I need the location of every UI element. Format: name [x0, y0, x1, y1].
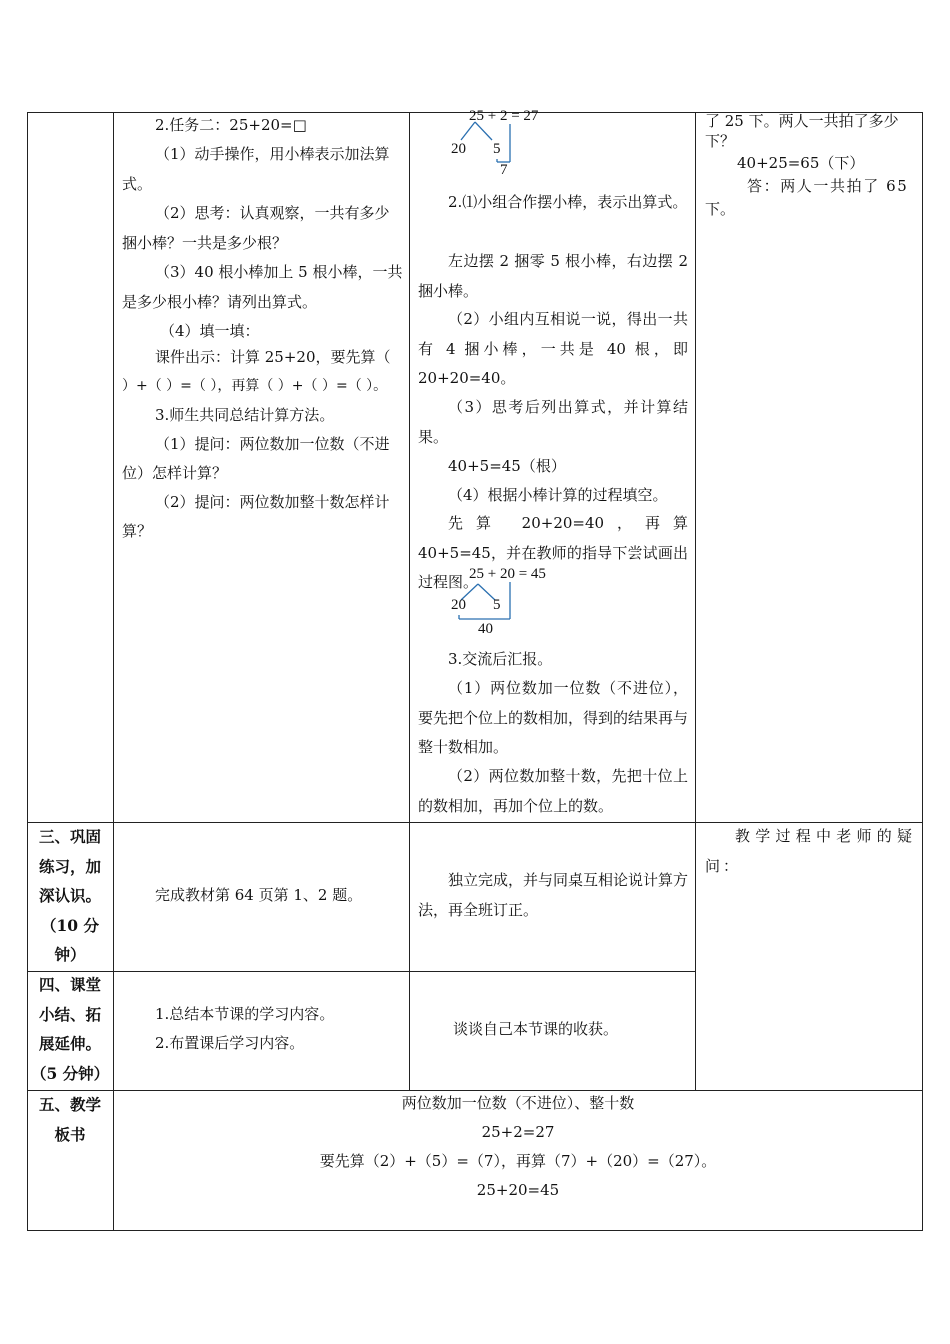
title-line: 五、教学	[38, 1095, 101, 1114]
title-line: 三、巩固	[38, 827, 101, 846]
section3-teacher-text: 完成教材第 64 页第 1、2 题。	[155, 886, 363, 904]
title-line: 四、课堂	[38, 975, 101, 994]
text-line: 下。	[705, 200, 736, 218]
col-divider-1	[113, 112, 114, 1231]
section4-student-text: 谈谈自己本节课的收获。	[453, 1020, 619, 1038]
text-line: （2）思考：认真观察，一共有多少	[155, 204, 390, 222]
task2-title: 2.任务二：25+20=□	[155, 116, 307, 134]
title-line: 板书	[54, 1124, 86, 1144]
step-paragraph: 先算 20+20=40，再算 40+5=45，并在教师的指导下尝试画出过程图。	[418, 514, 688, 591]
diagram1-equation: 25 + 2 = 27	[469, 108, 539, 124]
table-border-bottom	[27, 1230, 923, 1231]
text-line: 是多少根小棒？请列出算式。	[122, 293, 318, 311]
title-line: 练习，加	[38, 856, 101, 876]
diagram2-right: 5	[493, 597, 501, 613]
step-paragraph: 左边摆 2 捆零 5 根小棒，右边摆 2 捆小棒。	[418, 252, 688, 300]
text-line: 了 25 下。两人一共拍了多少	[705, 112, 899, 130]
board-line: 25+20=45	[476, 1181, 560, 1199]
diagram2-result: 40	[478, 621, 493, 637]
text-line: 算？	[122, 522, 153, 540]
diagram1-left: 20	[451, 141, 466, 157]
step-paragraph: （4）根据小棒计算的过程填空。	[448, 486, 668, 504]
step-paragraph: 40+5=45（根）	[448, 457, 566, 475]
step-paragraph: （3）思考后列出算式，并计算结果。	[418, 398, 688, 446]
col-divider-2	[409, 112, 410, 1091]
table-border-left	[27, 112, 28, 1231]
text-line: 课件出示：计算 25+20，要先算（	[155, 348, 391, 366]
row-divider-2	[27, 971, 696, 972]
answer-line: 答：两人一共拍了 65	[747, 177, 909, 195]
board-heading: 两位数加一位数（不进位）、整十数	[401, 1094, 635, 1112]
text-line: ）+（ ）=（ ），再算（ ）+（ ）=（ ）。	[122, 378, 388, 394]
text-line: （3）40 根小棒加上 5 根小棒，一共	[155, 263, 403, 281]
section4-teacher-line: 1.总结本节课的学习内容。	[155, 1005, 335, 1023]
diagram1-result: 7	[500, 162, 508, 178]
text-line: （1）动手操作，用小棒表示加法算	[155, 145, 390, 163]
text-line: 式。	[122, 175, 153, 193]
section3-student-text: 独立完成，并与同桌互相论说计算方法，再全班订正。	[418, 871, 689, 919]
text-line: 下？	[705, 132, 736, 150]
text-line: 位）怎样计算？	[122, 464, 228, 482]
text-line: 3.师生共同总结计算方法。	[155, 406, 335, 424]
equation-line: 40+25=65（下）	[737, 154, 865, 172]
text-line: 捆小棒？一共是多少根？	[122, 234, 288, 252]
step-paragraph: （2）两位数加整十数，先把十位上的数相加，再加个位上的数。	[418, 767, 688, 815]
table-border-right	[922, 112, 923, 1231]
diagram2-left: 20	[451, 597, 466, 613]
board-line: 25+2=27	[481, 1123, 555, 1141]
step-paragraph: 3.交流后汇报。	[448, 650, 553, 668]
text-line: （1）提问：两位数加一位数（不进	[155, 435, 390, 453]
title-line: （10 分	[41, 915, 99, 935]
title-line: 深认识。	[38, 886, 101, 905]
board-line: 要先算（2）+（5）=（7），再算（7）+（20）=（27）。	[319, 1152, 717, 1170]
text-line: （4）填一填：	[160, 322, 260, 340]
section3-title	[31, 822, 109, 970]
section4-title	[31, 970, 109, 1088]
title-line: （5 分钟）	[31, 1063, 110, 1083]
title-line: 钟）	[54, 945, 86, 964]
diagram1-right: 5	[493, 141, 501, 157]
title-line: 展延伸。	[38, 1034, 101, 1053]
diagram2-equation: 25 + 20 = 45	[469, 566, 546, 582]
section3-note: 教学过程中老师的疑问：	[705, 827, 915, 875]
step-paragraph: 2.⑴小组合作摆小棒，表示出算式。	[448, 193, 688, 211]
step-paragraph: （2）小组内互相说一说，得出一共有 4 捆小棒，一共是 40 根，即 20+20=40。	[418, 310, 688, 387]
col-divider-3	[695, 112, 696, 1091]
title-line: 小结、拓	[38, 1004, 101, 1024]
section5-title	[31, 1090, 109, 1149]
step-paragraph: （1）两位数加一位数（不进位），要先把个位上的数相加，得到的结果再与整十数相加。	[418, 679, 689, 756]
text-line: （2）提问：两位数加整十数怎样计	[155, 493, 390, 511]
section4-teacher-line: 2.布置课后学习内容。	[155, 1034, 305, 1052]
